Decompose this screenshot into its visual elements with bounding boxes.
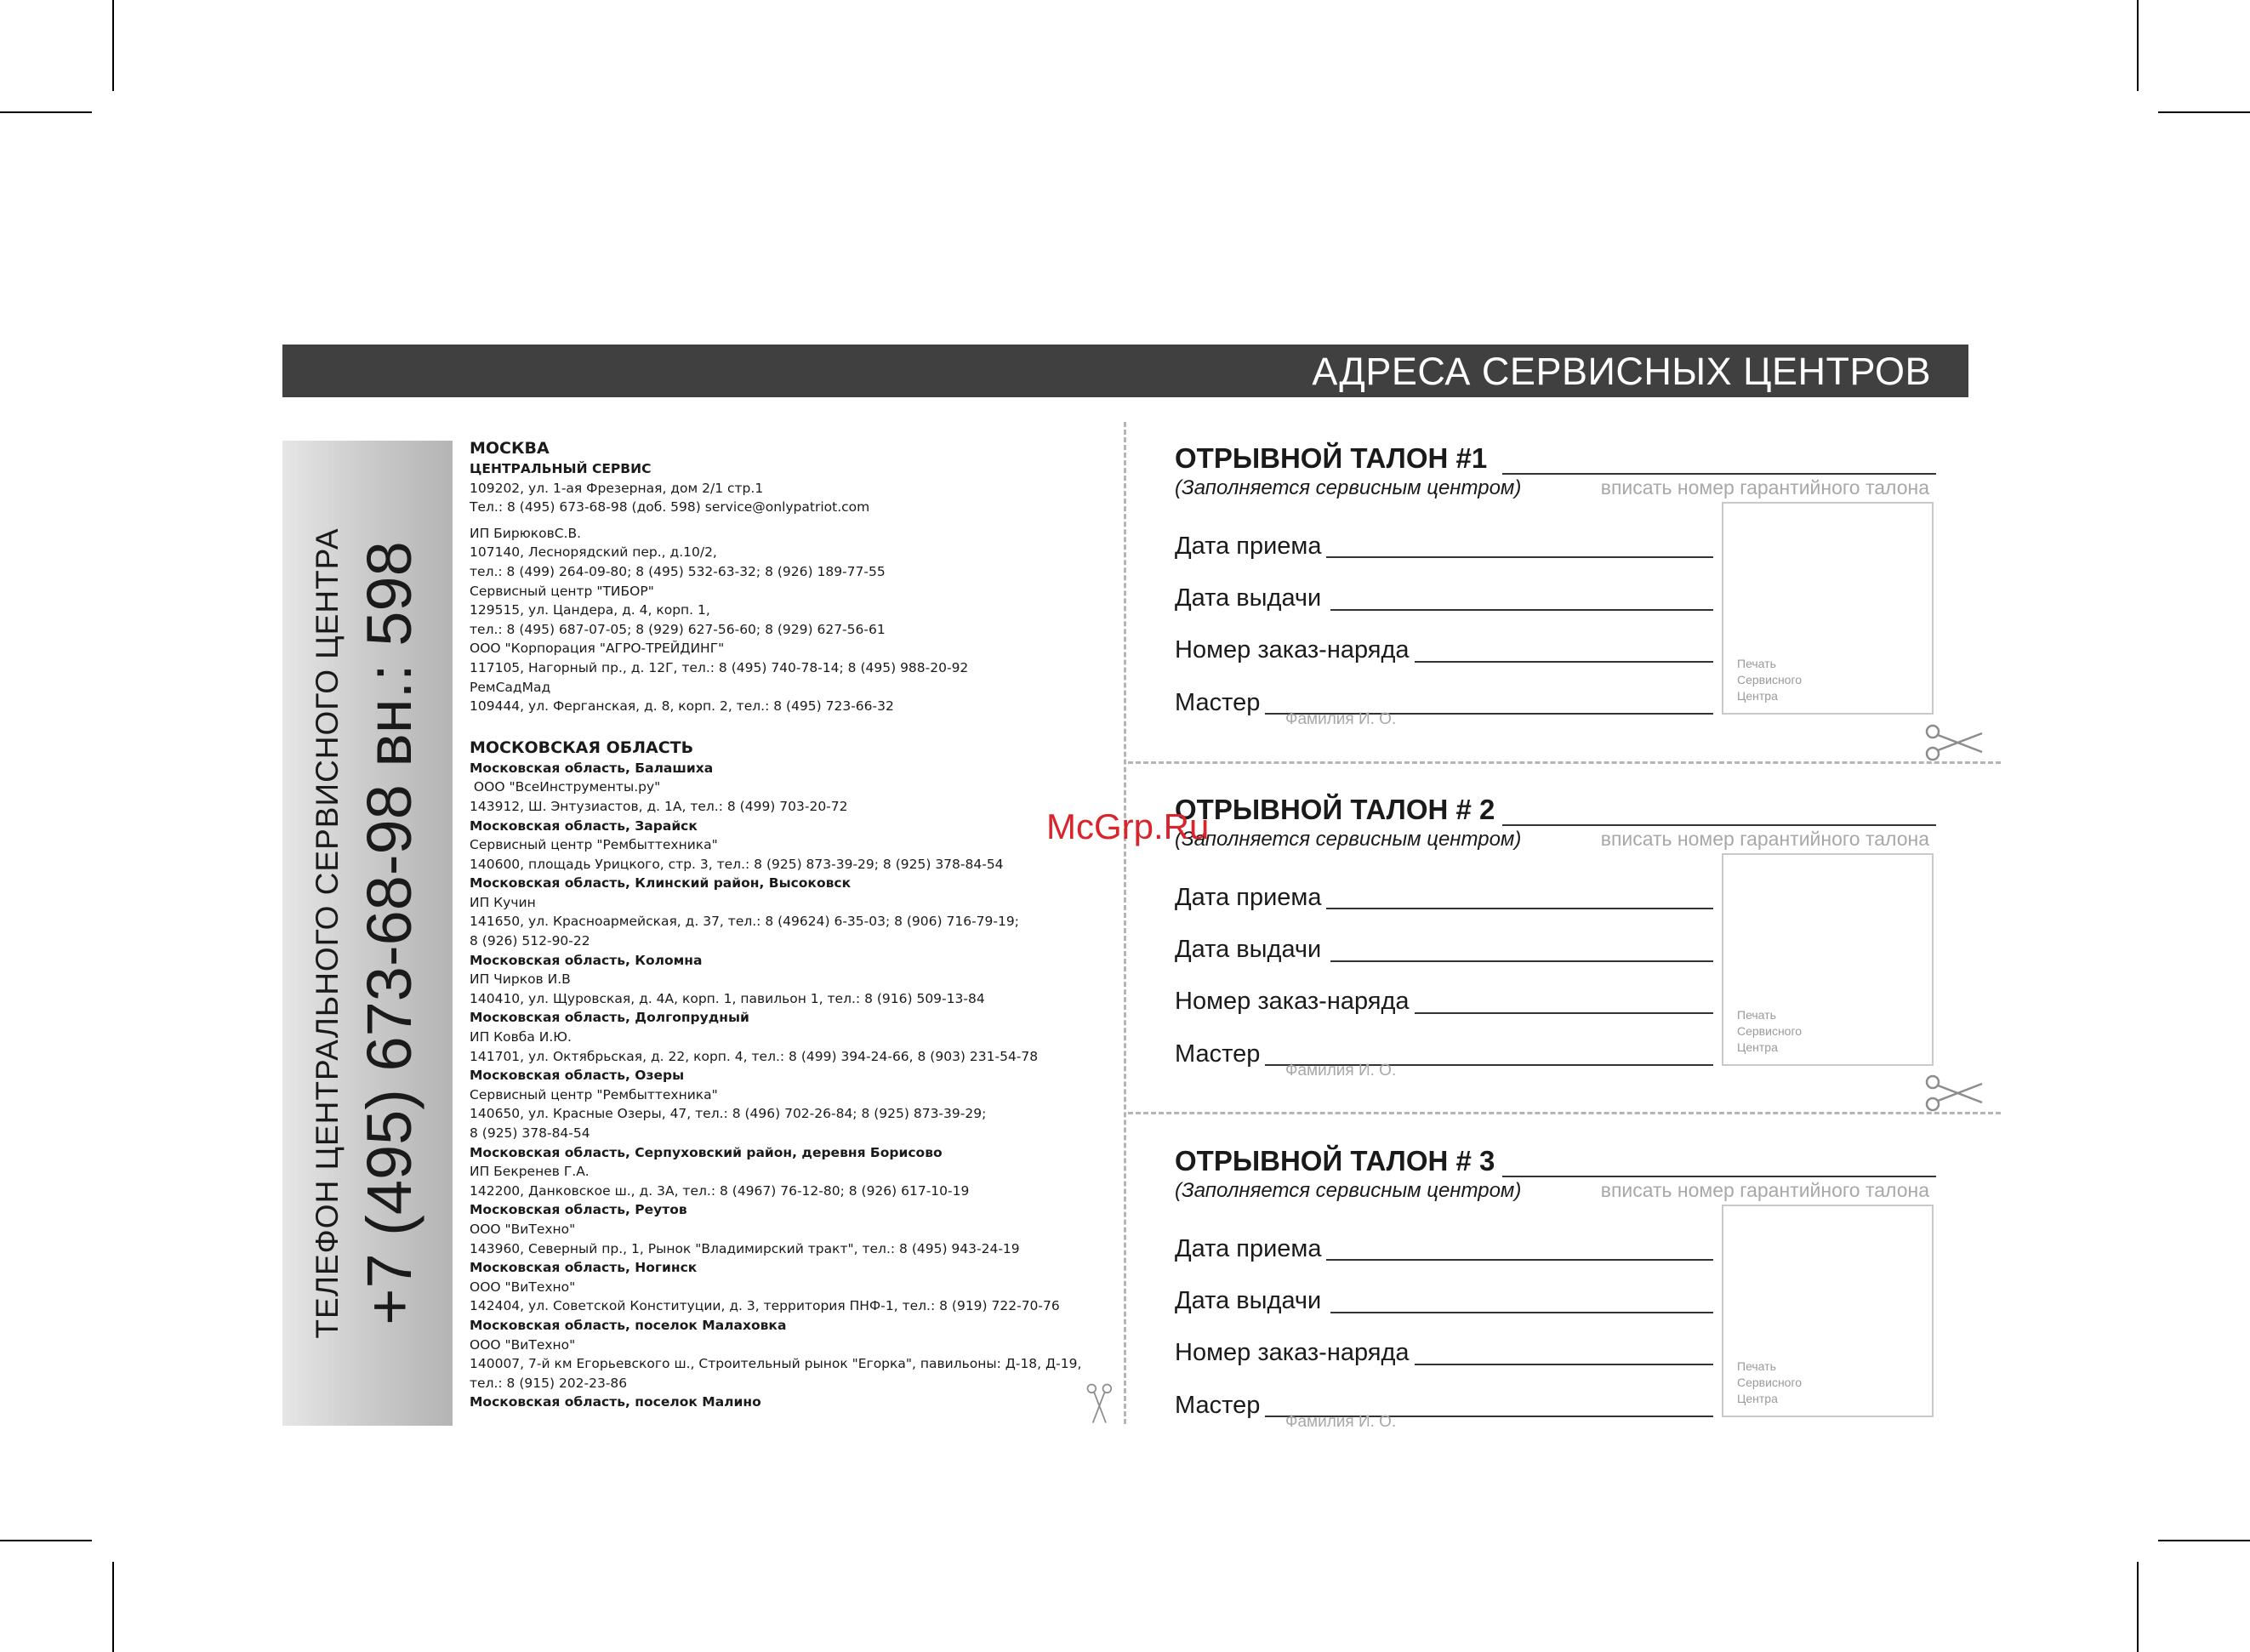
warranty-number-line[interactable] xyxy=(1502,1176,1936,1177)
address-line: 107140, Леснорядский пер., д.10/2, xyxy=(470,544,717,561)
address-line: 109444, ул. Ферганская, д. 8, корп. 2, тел.: 8 (495) 723-66-32 xyxy=(470,698,894,715)
address-line: 140650, ул. Красные Озеры, 47, тел.: 8 (496) 702-26-84; 8 (925) 873-39-29; xyxy=(470,1106,987,1122)
crop-mark xyxy=(112,1562,114,1652)
warranty-number-hint: вписать номер гарантийного талона xyxy=(1600,1179,1929,1201)
region-entry-title: Московская область, Ногинск xyxy=(470,1260,698,1276)
phone-band-label: ТЕЛЕФОН ЦЕНТРАЛЬНОГО СЕРВИСНОГО ЦЕНТРА xyxy=(310,527,345,1339)
phone-band-text xyxy=(309,444,426,1422)
address-line: Сервисный центр "ТИБОР" xyxy=(470,583,654,599)
address-line: ИП Чирков И.В xyxy=(470,971,571,988)
address-line: 8 (926) 512-90-22 xyxy=(470,933,590,949)
address-line: 117105, Нагорный пр., д. 12Г, тел.: 8 (495) 740-78-14; 8 (495) 988-20-92 xyxy=(470,659,969,675)
date-issued-label: Дата выдачи xyxy=(1175,1287,1322,1314)
coupon-1 xyxy=(1175,442,1936,749)
address-line: 141650, ул. Красноармейская, д. 37, тел.: 8 (49624) 6-35-03; 8 (906) 716-79-19; xyxy=(470,914,1019,930)
warranty-number-line[interactable] xyxy=(1502,824,1936,826)
date-issued-field[interactable] xyxy=(1330,1312,1713,1313)
region-entry-title: Московская область, Зарайск xyxy=(470,817,698,834)
address-line: 129515, ул. Цандера, д. 4, корп. 1, xyxy=(470,602,710,618)
master-label: Мастер xyxy=(1175,689,1261,716)
central-service-title: ЦЕНТРАЛЬНЫЙ СЕРВИС xyxy=(470,461,652,476)
date-received-field[interactable] xyxy=(1326,1259,1713,1261)
warranty-number-hint: вписать номер гарантийного талона xyxy=(1600,476,1929,498)
coupon-subtitle: (Заполняется сервисным центром) xyxy=(1175,1179,1522,1202)
stamp-label: Печать Сервисного Центра xyxy=(1737,657,1803,703)
order-number-label: Номер заказ-наряда xyxy=(1175,636,1410,664)
region-entry-title: Московская область, Долгопрудный xyxy=(470,1010,749,1026)
region-entry-title: Московская область, поселок Малино xyxy=(470,1394,761,1410)
address-line: тел.: 8 (499) 264-09-80; 8 (495) 532-63-32; 8 (926) 189-77-55 xyxy=(470,563,886,579)
region-entry-title: Московская область, Серпуховский район, деревня Борисово xyxy=(470,1144,943,1160)
coupon-title: ОТРЫВНОЙ ТАЛОН # 2 xyxy=(1175,794,1495,825)
coupon-2 xyxy=(1175,794,1936,1100)
master-name-hint: Фамилия И. О. xyxy=(1285,1062,1397,1079)
master-label: Мастер xyxy=(1175,1040,1261,1068)
address-line: ООО "ВиТехно" xyxy=(470,1279,576,1295)
crop-mark xyxy=(2158,1540,2250,1541)
order-number-field[interactable] xyxy=(1415,661,1713,663)
horizontal-cut-line xyxy=(1128,1112,2001,1114)
page-title: АДРЕСА СЕРВИСНЫХ ЦЕНТРОВ xyxy=(1312,350,1931,393)
region-entry-title: Московская область, Реутов xyxy=(470,1202,687,1218)
stamp-box xyxy=(1722,853,1934,1066)
address-line: 140410, ул. Щуровская, д. 4А, корп. 1, павильон 1, тел.: 8 (916) 509-13-84 xyxy=(470,990,985,1006)
date-received-field[interactable] xyxy=(1326,908,1713,909)
horizontal-cut-line xyxy=(1128,761,2001,764)
scissors-icon xyxy=(1085,1380,1127,1441)
address-line: 143960, Северный пр., 1, Рынок "Владимирский тракт", тел.: 8 (495) 943-24-19 xyxy=(470,1240,1020,1256)
address-line: ИП Бекренев Г.А. xyxy=(470,1164,590,1180)
address-line: Сервисный центр "Рембыттехника" xyxy=(470,1086,718,1102)
central-phone-number: +7 (495) 673-68-98 вн.: 598 xyxy=(354,541,424,1325)
coupon-title: ОТРЫВНОЙ ТАЛОН #1 xyxy=(1175,442,1488,474)
stamp-box xyxy=(1722,502,1934,715)
stamp-box xyxy=(1722,1205,1934,1417)
crop-mark xyxy=(2137,0,2139,91)
master-name-hint: Фамилия И. О. xyxy=(1285,710,1397,728)
order-number-label: Номер заказ-наряда xyxy=(1175,1339,1410,1366)
date-received-label: Дата приема xyxy=(1175,884,1322,911)
section-heading-region: МОСКОВСКАЯ ОБЛАСТЬ xyxy=(470,738,694,757)
region-entry-title: Московская область, Балашиха xyxy=(470,760,714,776)
address-line: ИП БирюковС.В. xyxy=(470,525,582,541)
stamp-label: Печать Сервисного Центра xyxy=(1737,1008,1803,1054)
date-issued-label: Дата выдачи xyxy=(1175,584,1322,612)
address-line: ООО "ВиТехно" xyxy=(470,1336,576,1353)
date-issued-field[interactable] xyxy=(1330,960,1713,962)
date-received-field[interactable] xyxy=(1326,556,1713,558)
date-received-label: Дата приема xyxy=(1175,1235,1322,1262)
service-center-addresses xyxy=(470,437,1099,1412)
header-bar xyxy=(282,345,1968,397)
coupon-3 xyxy=(1175,1145,1936,1451)
address-line: ООО "Корпорация "АГРО-ТРЕЙДИНГ" xyxy=(470,641,725,657)
coupon-title: ОТРЫВНОЙ ТАЛОН # 3 xyxy=(1175,1145,1495,1176)
address-line: Тел.: 8 (495) 673-68-98 (доб. 598) service@onlypatriot.com xyxy=(470,499,870,516)
order-number-field[interactable] xyxy=(1415,1012,1713,1014)
address-line: ИП Кучин xyxy=(470,894,536,910)
address-line: ООО "ВсеИнструменты.ру" xyxy=(470,779,661,795)
stamp-label: Печать Сервисного Центра xyxy=(1737,1359,1803,1405)
address-line: тел.: 8 (495) 687-07-05; 8 (929) 627-56-60; 8 (929) 627-56-61 xyxy=(470,621,886,637)
master-name-hint: Фамилия И. О. xyxy=(1285,1413,1397,1431)
date-received-label: Дата приема xyxy=(1175,533,1322,560)
watermark: McGrp.Ru xyxy=(1046,806,1210,846)
coupon-subtitle: (Заполняется сервисным центром) xyxy=(1175,476,1522,499)
warranty-number-hint: вписать номер гарантийного талона xyxy=(1600,828,1929,850)
address-line: тел.: 8 (915) 202-23-86 xyxy=(470,1375,628,1391)
warranty-number-line[interactable] xyxy=(1502,473,1936,475)
date-issued-label: Дата выдачи xyxy=(1175,936,1322,963)
vertical-cut-line xyxy=(1124,422,1126,1424)
master-label: Мастер xyxy=(1175,1392,1261,1419)
crop-mark xyxy=(2158,111,2250,113)
address-line: 141701, ул. Октябрьская, д. 22, корп. 4, тел.: 8 (499) 394-24-66, 8 (903) 231-54-78 xyxy=(470,1048,1039,1064)
address-line: 109202, ул. 1-ая Фрезерная, дом 2/1 стр.1 xyxy=(470,480,764,496)
section-heading-moscow: МОСКВА xyxy=(470,439,550,458)
coupon-subtitle: (Заполняется сервисным центром) xyxy=(1175,828,1522,851)
crop-mark xyxy=(0,1540,92,1541)
address-line: 140007, 7-й км Егорьевского ш., Строительный рынок "Егорка", павильоны: Д-18, Д-19, xyxy=(470,1356,1082,1372)
crop-mark xyxy=(112,0,114,91)
address-line: 142200, Данковское ш., д. 3А, тел.: 8 (4967) 76-12-80; 8 (926) 617-10-19 xyxy=(470,1182,970,1199)
region-entry-title: Московская область, поселок Малаховка xyxy=(470,1317,787,1333)
region-entry-title: Московская область, Коломна xyxy=(470,952,703,968)
address-line: 140600, площадь Урицкого, стр. 3, тел.: 8 (925) 873-39-29; 8 (925) 378-84-54 xyxy=(470,856,1004,872)
address-line: Сервисный центр "Рембыттехника" xyxy=(470,837,718,853)
address-line: 8 (925) 378-84-54 xyxy=(470,1125,590,1141)
order-number-label: Номер заказ-наряда xyxy=(1175,988,1410,1015)
address-line: ИП Ковба И.Ю. xyxy=(470,1029,572,1045)
date-issued-field[interactable] xyxy=(1330,609,1713,611)
phone-band xyxy=(282,441,453,1426)
region-entry-title: Московская область, Клинский район, Высоковск xyxy=(470,875,852,892)
address-line: РемСадМад xyxy=(470,679,551,695)
crop-mark xyxy=(2137,1562,2139,1652)
order-number-field[interactable] xyxy=(1415,1364,1713,1365)
address-line: ООО "ВиТехно" xyxy=(470,1221,576,1237)
address-line: 142404, ул. Советской Конституции, д. 3, территория ПНФ-1, тел.: 8 (919) 722-70-76 xyxy=(470,1298,1060,1314)
region-entry-title: Московская область, Озеры xyxy=(470,1068,685,1084)
crop-mark xyxy=(0,111,92,113)
address-line: 143912, Ш. Энтузиастов, д. 1А, тел.: 8 (499) 703-20-72 xyxy=(470,798,848,814)
